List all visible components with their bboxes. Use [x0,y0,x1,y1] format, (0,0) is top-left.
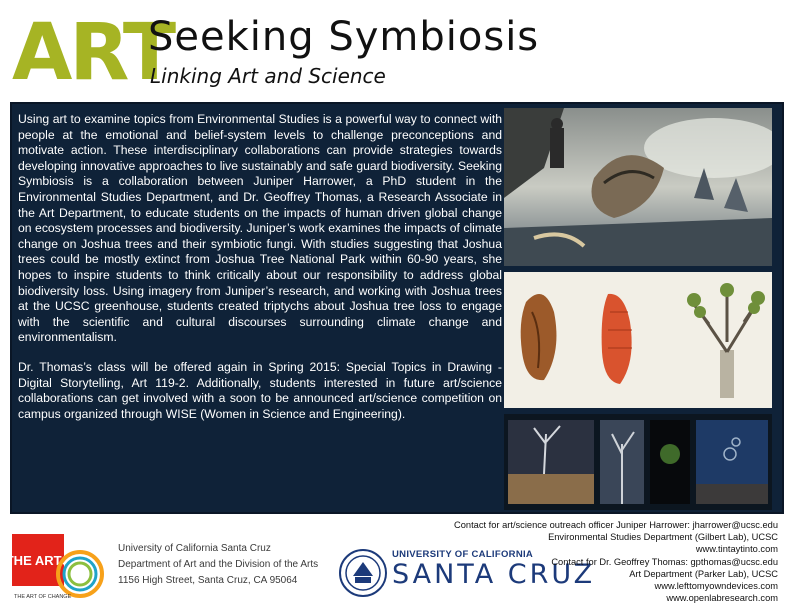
univ-department: Department of Art and the Division of the Arts [118,559,319,570]
joshua-tree-drawing-image [504,272,772,408]
ucsc-wordmark-small: UNIVERSITY OF CALIFORNIA [392,549,534,560]
contact-line: Contact for art/science outreach officer Juniper Harrower: jharrower@ucsc.edu [454,520,778,530]
contact-info [454,519,778,604]
content-panel [10,102,784,514]
contact-line: Contact for Dr. Geoffrey Thomas: gpthomas@ucsc.edu [551,556,778,567]
page-subtitle: Linking Art and Science [150,64,386,88]
page-title: Seeking Symbiosis [148,14,540,60]
arts-logo-tagline: THE ART OF CHANGE [14,594,72,600]
contact-line: Art Department (Parker Lab), UCSC [629,568,778,579]
contact-line: www.lefttomyowndevices.com [654,581,778,592]
arts-logo-text: THE ARTS [12,553,71,568]
contact-line: www.openlabresearch.com [666,593,778,604]
univ-street-address: 1156 High Street, Santa Cruz, CA 95064 [118,575,298,586]
art-logo-text: ART [12,8,174,98]
contact-line: www.tintaytinto.com [695,544,778,555]
triptych-photos-image [504,414,772,510]
fantasy-landscape-image [504,108,772,266]
body-text [18,112,502,436]
university-address [118,541,318,589]
contact-line: Environmental Studies Department (Gilbert Lab), UCSC [548,532,778,543]
art-logo [12,8,174,98]
uc-seal-icon [338,548,388,598]
univ-name: University of California Santa Cruz [118,543,271,554]
body-paragraph-1: Using art to examine topics from Environmental Studies is a powerful way to connect with people at the emotional and belief-system levels to challenge preconceptions and motivate action. These interdisciplinary collaborations can provide strategies towards developing innovative approaches to live sustainably and safe guard biodiversity. Seeking Symbiosis is a collaboration between Juniper Harrower, a PhD student in the Environmental Studies Department, and Dr. Geoffrey Thomas, a Research Associate in the Art Department, to educate students on the impacts of human driven global change on ecosystem processes and biodiversity. Juniper’s work examines the impacts of climate change on Joshua trees and their symbiotic fungi. With studies suggesting that Joshua trees could be mostly extinct from Joshua Tree National Park within 60-90 years, she hopes to inspire students to think critically about our responsibility to address global biodiversity loss. Using imagery from Juniper’s research, and working with Joshua trees at the UCSC greenhouse, students created triptychs about Joshua tree loss to engage with the scientific and cultural discourses surrounding climate change and environmentalism. [18,112,502,345]
body-paragraph-2: Dr. Thomas’s class will be offered again in Spring 2015: Special Topics in Drawing - Digital Storytelling, Art 119-2. Additionally, students interested in future art/science collaborations can get involved with a soon to be announced art/science competition on campus organized through WISE (Women in Science and Engineering). [18,359,502,421]
ucsc-wordmark-big: SANTA CRUZ [392,559,596,590]
the-arts-logo [12,534,112,602]
